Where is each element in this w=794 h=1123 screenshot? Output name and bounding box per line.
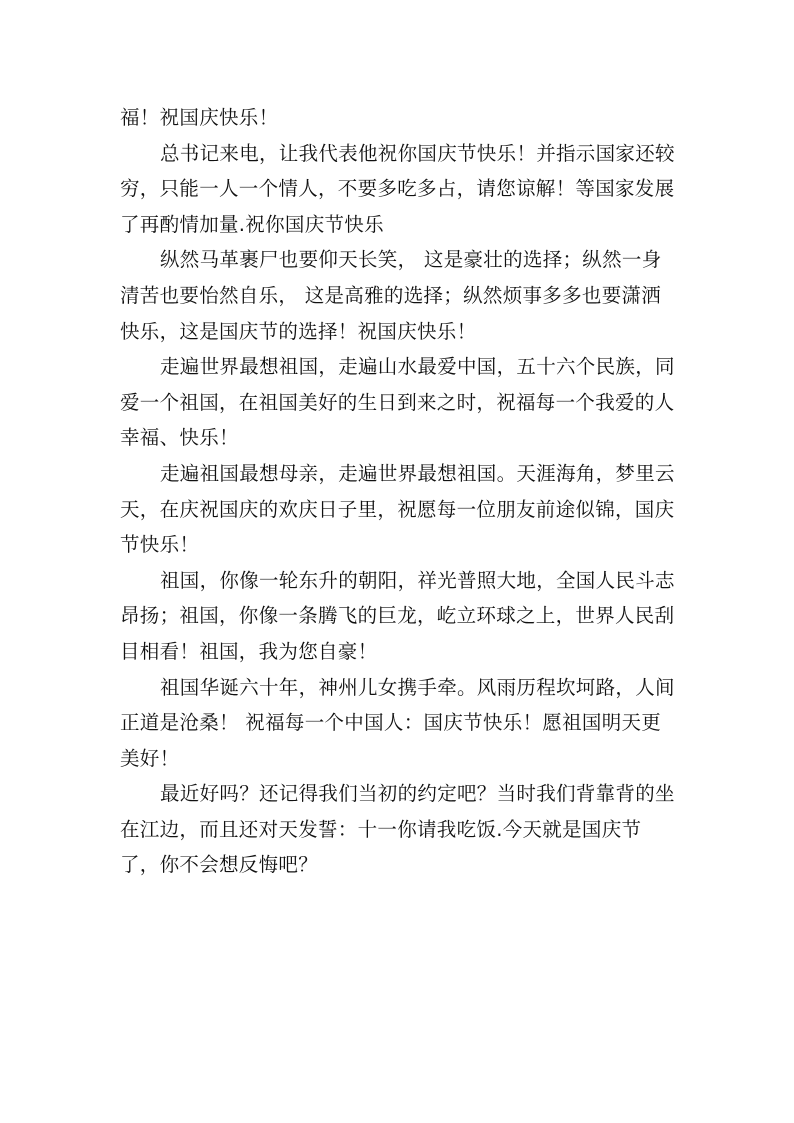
- paragraph-2: 总书记来电，让我代表他祝你国庆节快乐！并指示国家还较穷，只能一人一个情人，不要多吃多占，请您谅解！等国家发展了再酌情加量.祝你国庆节快乐: [120, 141, 675, 236]
- paragraph-5: 走遍祖国最想母亲，走遍世界最想祖国。天涯海角，梦里云天，在庆祝国庆的欢庆日子里，祝愿每一位朋友前途似锦，国庆节快乐！: [120, 461, 675, 557]
- paragraph-4: 走遍世界最想祖国，走遍山水最爱中国，五十六个民族，同爱一个祖国，在祖国美好的生日到来之时，祝福每一个我爱的人幸福、快乐！: [120, 355, 675, 450]
- paragraph-3: 纵然马革裹尸也要仰天长笑， 这是豪壮的选择；纵然一身清苦也要怡然自乐， 这是高雅的选择；纵然烦事多多也要潇洒快乐，这是国庆节的选择！祝国庆快乐！: [120, 248, 662, 343]
- paragraph-7: 祖国华诞六十年，神州儿女携手牵。风雨历程坎坷路，人间正道是沧桑！ 祝福每一个中国人：国庆节快乐！愿祖国明天更美好！: [120, 675, 675, 770]
- paragraph-1: 福！祝国庆快乐！: [120, 106, 279, 129]
- paragraph-8: 最近好吗？还记得我们当初的约定吧？当时我们背靠背的坐在江边，而且还对天发誓：十一你请我吃饭.今天就是国庆节了，你不会想反悔吧？: [120, 782, 675, 877]
- paragraph-6: 祖国，你像一轮东升的朝阳，祥光普照大地，全国人民斗志昂扬；祖国，你像一条腾飞的巨龙，屹立环球之上，世界人民刮目相看！祖国，我为您自豪！: [120, 568, 675, 663]
- document-body: [120, 100, 676, 883]
